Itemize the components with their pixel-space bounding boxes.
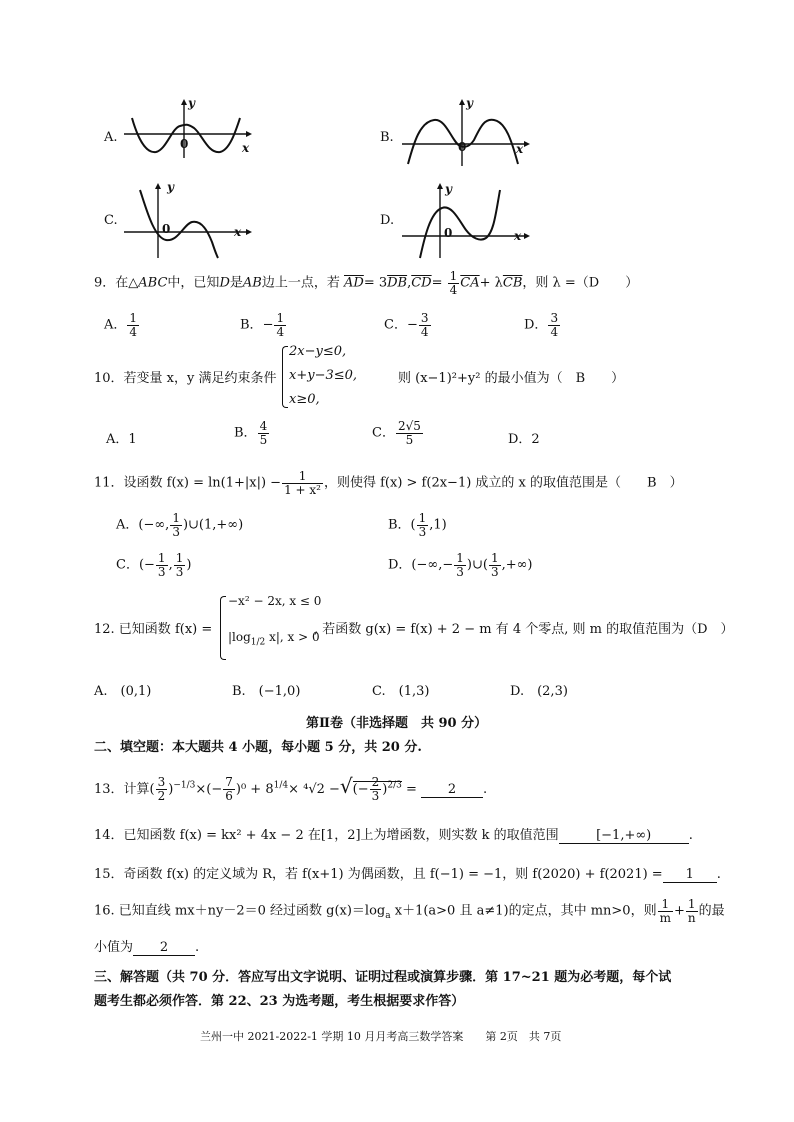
q11-opt-d-post: ,+∞): [501, 557, 533, 573]
q13-frac1-den: 2: [157, 789, 166, 803]
graph-b-origin: 0: [458, 140, 467, 154]
q9-opt-b-sign: −: [262, 317, 274, 333]
q12-option-a: A. (0,1): [94, 684, 152, 699]
q9-comma: ,: [407, 275, 412, 291]
q9-opt-c-den: 4: [420, 324, 429, 339]
question-16: [94, 898, 725, 924]
q13-root-pre: (−: [352, 782, 369, 797]
q9-opt-c-frac: [419, 312, 431, 338]
q11-opt-b-frac: [417, 512, 429, 538]
q10-opt-b-num: 4: [259, 419, 268, 433]
q16-sub-a: a: [385, 911, 391, 922]
q11-opt-a-pre: A．(−∞,: [116, 517, 170, 533]
q9-stem-d: 边上一点，若: [261, 275, 340, 291]
graph-c-y-label: y: [167, 180, 174, 194]
q10-brace: [282, 346, 288, 408]
q16-text-c: 的最: [698, 903, 725, 919]
q11-opt-c-den1: 3: [157, 564, 166, 579]
q11-opt-b-post: ,1): [429, 517, 447, 533]
q9-stem-c: 是: [229, 275, 243, 291]
q10-opt-c-frac: [396, 420, 423, 446]
q11-opt-a-den: 3: [172, 524, 180, 539]
q11-opt-d-num2: 1: [490, 551, 499, 565]
q11-fraction: [282, 470, 323, 496]
q13-frac3-den: 3: [371, 789, 380, 803]
q9-vec-cb: $\overline{CB}$: [502, 275, 523, 291]
q10-tail: 则 (x−1)²+y² 的最小值为（ B ）: [398, 371, 625, 386]
q13-root-post: ): [382, 782, 388, 797]
q13-frac3: [370, 776, 382, 802]
q13-frac2: [223, 776, 235, 802]
graph-b-y-label: y: [466, 96, 473, 110]
q13-frac1: [156, 776, 168, 802]
q11-opt-c-frac1: [156, 552, 168, 578]
q9-opt-c-sign: −: [406, 317, 418, 333]
q13-mid1: ×(−: [195, 782, 223, 797]
q13-frac2-den: 6: [225, 789, 233, 803]
q10-constraint-1: 2x−y≤0,: [289, 344, 347, 359]
q9-abc: ABC: [138, 275, 168, 291]
q16-frac2-den: n: [687, 910, 696, 925]
graph-b-x-label: x: [516, 142, 524, 156]
q9-option-b: [240, 312, 287, 338]
q12-case-2: [228, 630, 320, 647]
q11-opt-d-den1: 3: [456, 564, 464, 579]
q11-opt-b-den: 3: [418, 524, 427, 539]
q9-opt-d-num: 3: [550, 311, 559, 325]
graph-c-x-label: x: [234, 225, 242, 239]
q16-frac1-den: m: [659, 910, 671, 925]
q16-text-b: x＋1(a>0 且 a≠1)的定点，其中 mn>0，则: [390, 903, 657, 919]
q11-opt-c-post: ): [186, 557, 192, 573]
q16-text-a: 16. 已知直线 mx＋ny－2＝0 经过函数 g(x)＝log: [94, 903, 386, 919]
q11-stem-b: ，则使得 f(x) > f(2x−1) 成立的 x 的取值范围是（ B ）: [323, 475, 683, 491]
q12-case-2-log: |log: [228, 630, 251, 644]
q13-end: .: [483, 782, 488, 797]
q11-opt-c-frac2: [174, 552, 186, 578]
q9-vec-ca: $\overline{CA}$: [460, 275, 480, 291]
q10-opt-c-num: 2√5: [397, 419, 421, 433]
q9-opt-b-label: B．: [240, 317, 263, 333]
q9-opt-a-frac: [127, 312, 139, 338]
q13-exp3: 2/3: [387, 780, 402, 791]
q11-opt-a-post: )∪(1,+∞): [182, 517, 244, 533]
q12-option-c: C. (1,3): [372, 684, 430, 699]
q11-opt-c-num1: 1: [157, 551, 166, 565]
q11-option-d: [388, 552, 533, 578]
q9-opt-b-frac: [274, 312, 286, 338]
q16-answer: 2: [133, 940, 195, 956]
q13-mid3: × ⁴√2 −: [288, 782, 340, 797]
q16-line-2: [94, 936, 199, 956]
q11-opt-b-pre: B．(: [388, 517, 416, 533]
q9-frac-num: 1: [449, 269, 458, 283]
q10-opt-b-label: B．: [234, 425, 257, 441]
q14-text: 14．已知函数 f(x) = kx² + 4x − 2 在[1，2]上为增函数，则实数 k 的取值范围: [94, 828, 559, 843]
graph-d-origin: 0: [444, 226, 453, 240]
q9-option-c: [384, 312, 432, 338]
q11-option-c: [116, 552, 191, 578]
q9-opt-d-frac: [548, 312, 560, 338]
q13-answer: 2: [421, 782, 483, 798]
q9-frac-den: 4: [449, 282, 458, 297]
graph-option-d: [400, 180, 530, 260]
graph-a-y-label: y: [188, 96, 195, 110]
q11-opt-c-num2: 1: [175, 551, 184, 565]
q14-end: .: [688, 828, 693, 843]
q9-option-a: [104, 312, 140, 338]
q9-opt-a-num: 1: [129, 311, 138, 325]
q9-plus: + λ: [479, 275, 503, 291]
q13-frac2-num: 7: [225, 775, 233, 790]
q15-end: .: [716, 867, 721, 882]
q14-answer: [−1,+∞): [559, 828, 689, 844]
section-3-line-1: 三、解答题（共 70 分．答应写出文字说明、证明过程或演算步骤．第 17~21 题为必考题，每个试: [94, 970, 672, 985]
q16-end: .: [195, 940, 200, 955]
q16-frac2-num: 1: [686, 898, 698, 912]
q9-option-d: [524, 312, 561, 338]
graph-d-y-label: y: [445, 182, 452, 196]
q9-ab: AB: [242, 275, 262, 291]
q12-case-1: −x² − 2x, x ≤ 0: [228, 594, 322, 608]
q13-pre: 13．计算(: [94, 782, 155, 797]
q16-frac2: [686, 898, 698, 924]
page-footer: 兰州一中 2021-2022-1 学期 10 月月考高三数学答案 第 2页 共 7页: [200, 1030, 562, 1043]
q9-stem-a: 9．在△: [94, 275, 139, 291]
q9-opt-d-label: D．: [524, 317, 548, 333]
q13-frac1-num: 3: [157, 775, 166, 790]
q12-tail: , 若函数 g(x) = f(x) + 2 − m 有 4 个零点, 则 m 的取值范围为（D ）: [314, 622, 734, 637]
q13-exp2: 1/4: [273, 780, 289, 791]
q9-fraction: [448, 270, 460, 296]
section-3-line-2: 题考生都必须作答．第 22、23 为选考题，考生根据要求作答）: [94, 994, 465, 1009]
q9-d: D: [219, 275, 230, 291]
q11-opt-a-frac: [170, 512, 182, 538]
q9-eq1: = 3: [363, 275, 388, 291]
q9-vec-ad: $\overline{AD}$: [344, 275, 364, 291]
q10-constraint-2: x+y−3≤0,: [289, 368, 358, 383]
q9-tail: ，则 λ =（D ）: [522, 275, 639, 291]
graph-option-c-label: C.: [104, 213, 118, 228]
q11-frac-num: 1: [282, 470, 323, 484]
q11-opt-d-pre: D．(−∞,−: [388, 557, 454, 573]
q11-opt-c-pre: C．(−: [116, 557, 155, 573]
q11-opt-c-mid: ,: [168, 557, 173, 573]
q9-opt-a-label: A．: [104, 317, 127, 333]
q10-option-c: [372, 420, 424, 446]
graph-option-b-label: B.: [380, 130, 394, 145]
question-14: [94, 824, 693, 844]
q16-frac1: [658, 898, 673, 924]
q10-opt-c-den: 5: [405, 432, 414, 447]
q10-option-b: [234, 420, 270, 446]
q10-opt-b-den: 5: [259, 432, 268, 447]
q11-opt-d-frac1: [454, 552, 466, 578]
graph-option-d-label: D.: [380, 213, 395, 228]
q11-opt-d-den2: 3: [490, 564, 499, 579]
graph-c-origin: 0: [162, 222, 171, 236]
q12-option-d: D. (2,3): [510, 684, 568, 699]
q12-case-2-base: 1/2: [250, 637, 266, 648]
q9-eq2: =: [431, 275, 443, 291]
q11-frac-den: 1 + x²: [284, 482, 321, 497]
q11-stem-a: 11．设函数 f(x) = ln(1+|x|) −: [94, 475, 282, 491]
q12-case-2-rest: x|, x > 0: [265, 630, 320, 644]
graph-d-x-label: x: [514, 229, 522, 243]
q11-option-b: [388, 512, 447, 538]
q13-mid2: )⁰ + 8: [235, 782, 274, 797]
q11-opt-c-den2: 3: [175, 564, 184, 579]
q10-option-d: D．2: [508, 432, 540, 447]
q9-opt-c-label: C．: [384, 317, 407, 333]
graph-a-origin: 0: [180, 137, 189, 151]
q16-frac1-num: 1: [658, 898, 673, 912]
graph-option-b: [400, 98, 530, 170]
q9-vec-cd: $\overline{CD}$: [411, 275, 432, 291]
q9-opt-b-num: 1: [276, 311, 285, 325]
question-11: [94, 470, 683, 496]
q11-opt-d-mid: )∪(: [466, 557, 488, 573]
section-2-title: 第Ⅱ卷（非选择题 共 90 分）: [306, 716, 488, 731]
q13-radicand: [352, 775, 402, 803]
q10-opt-c-label: C．: [372, 425, 395, 441]
q12-stem: 12. 已知函数 f(x) =: [94, 622, 213, 637]
q11-opt-d-frac2: [489, 552, 501, 578]
q15-text: 15．奇函数 f(x) 的定义域为 R，若 f(x+1) 为偶函数，且 f(−1) = −1，则 f(2020) + f(2021) =: [94, 867, 663, 882]
q9-opt-a-den: 4: [129, 324, 138, 339]
question-9: [94, 270, 638, 296]
graph-a-x-label: x: [242, 141, 250, 155]
graph-option-c: [122, 180, 252, 260]
q10-option-a: A．1: [106, 432, 137, 447]
q13-frac3-num: 2: [371, 775, 380, 790]
q16-plus: +: [673, 903, 685, 919]
question-13: 13．计算( $\frac{3}{2}$ )$^{-1/3}$×(− $\frac{7}{6}$ )$^0 + 8^{1/4}\times ^4√2$ −√(− $\frac{2}{3}$ )$^{2/3}$ = 2 .: [94, 774, 488, 803]
q16-line2-text: 小值为: [94, 940, 134, 955]
q13-eq: =: [405, 782, 417, 797]
q9-opt-d-den: 4: [550, 324, 559, 339]
q10-stem: 10．若变量 x，y 满足约束条件: [94, 371, 277, 386]
q13-exp1: −1/3: [173, 780, 196, 791]
q12-brace: [220, 596, 226, 660]
q9-stem-b: 中，已知: [167, 275, 220, 291]
question-15: [94, 863, 721, 883]
q10-opt-b-frac: [258, 420, 270, 446]
q11-option-a: [116, 512, 243, 538]
q9-opt-c-num: 3: [420, 311, 429, 325]
q9-vec-db: $\overline{DB}$: [387, 275, 408, 291]
q11-opt-d-num1: 1: [456, 551, 464, 565]
graph-option-a-label: A.: [104, 130, 118, 145]
q11-opt-b-num: 1: [418, 511, 427, 525]
q9-opt-b-den: 4: [276, 324, 285, 339]
q13-sqrt-sign: √: [339, 774, 353, 798]
q10-constraint-3: x≥0,: [289, 392, 320, 407]
q12-option-b: B. (−1,0): [232, 684, 301, 699]
q11-opt-a-num: 1: [172, 511, 180, 525]
fill-in-header: 二、填空题：本大题共 4 小题，每小题 5 分，共 20 分.: [94, 740, 422, 755]
q15-answer: 1: [663, 867, 717, 883]
